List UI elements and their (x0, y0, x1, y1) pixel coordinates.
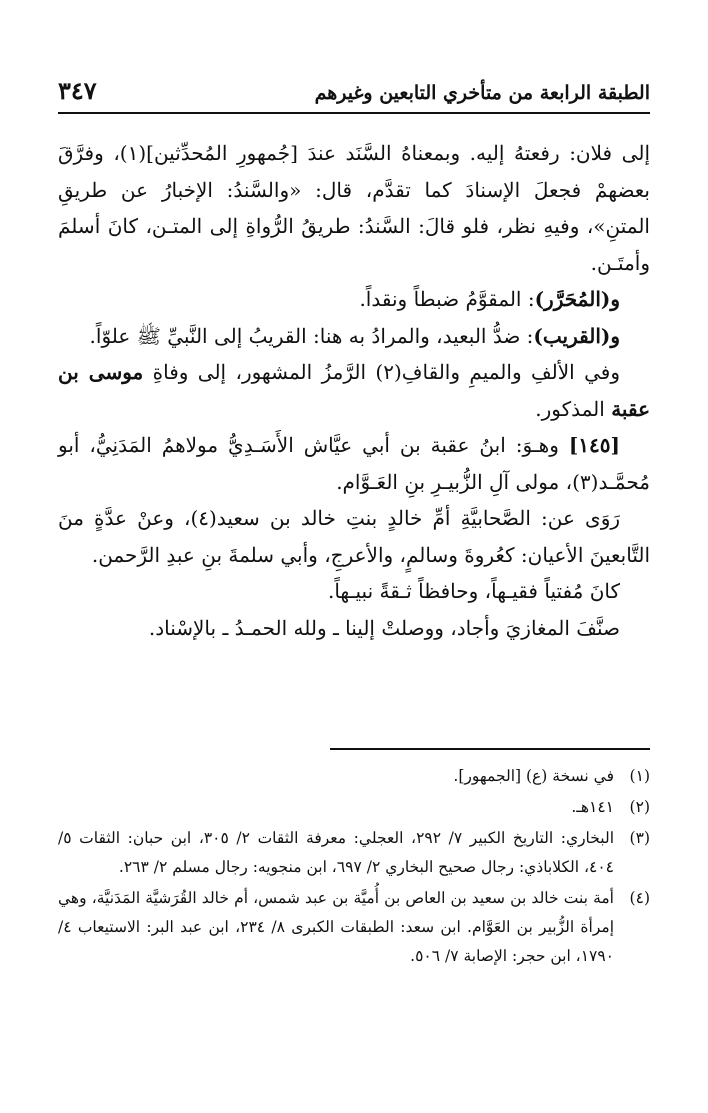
term-heading: و(القريب) (533, 323, 620, 348)
footnote-text: أمة بنت خالد بن سعيد بن العاص بن أُميَّة بن عبد شمس، أم خالد القُرَشيَّة المَدَنيَّة، وهي إمرأة الزُّبير بن العَوَّام. ابن سعد: الطبقات الكبرى ٨/ ٢٣٤، ابن عبد البر: الاستيعاب ٤/ ١٧٩٠، ابن حجر: الإصابة ٧/ ٥٠٦. (58, 889, 615, 965)
main-text (58, 135, 650, 646)
footnotes (58, 762, 650, 973)
footnote-number: (٣) (629, 829, 650, 847)
footnote (58, 793, 650, 822)
footnote-number: (١) (629, 767, 650, 785)
paragraph (58, 354, 650, 427)
entry-number: [١٤٥] (568, 433, 620, 457)
term-heading: و(المُحَرَّر) (534, 287, 620, 311)
paragraph (58, 427, 650, 500)
paragraph-text: رَوَى عن: الصَّحابيَّةِ أمِّ خالدٍ بنتِ خالد بن سعيد(٤)، وعنْ عدَّةٍ منَ التَّابعينَ الأعيان: كعُروةَ وسالمٍ، والأعرجِ، وأبي سلمةَ بنِ عبدِ الرَّحمن. (58, 506, 650, 567)
footnote (58, 762, 650, 791)
paragraph (58, 573, 650, 610)
footnote-number: (٢) (629, 798, 650, 816)
person-name: موسى بن عقبة (58, 360, 650, 421)
footnote (58, 824, 650, 882)
paragraph (58, 610, 650, 647)
footnote-divider (330, 748, 650, 750)
paragraph-text: وهـوَ: ابنُ عقبة بن أبي عيَّاش الأَسَـدِيُّ مولاهمُ المَدَنِيُّ، أبو مُحمَّـد(٣)، مولى آلِ الزُّبيـرِ بنِ العَـوَّام. (58, 433, 650, 494)
paragraph-tail: المذكور. (535, 396, 612, 421)
paragraph (58, 318, 650, 355)
paragraph-text: : ضدُّ البعيد، والمرادُ به هنا: القريبُ إلى النَّبيِّ ﷺ علوّاً. (89, 323, 534, 348)
page-number: ٣٤٧ (58, 76, 97, 105)
paragraph-text: إلى فلان: رفعتهُ إليه. وبمعناهُ السَّنَد عندَ [جُمهورِ المُحدِّثين](١)، وفرَّقَ بعضهمْ فجعلَ الإسنادَ كما تقدَّم، قال: «والسَّندُ: الإخبارُ عن طريقِ المتنِ»، وفيهِ نظر، فلو قالَ: السَّندُ: طريقُ الرُّواةِ إلى المتـن، كانَ أسلمَ وأمتَـن. (58, 141, 650, 275)
running-header (58, 68, 650, 114)
paragraph-text: صنَّفَ المغازيَ وأجاد، ووصلتْ إلينا ـ ولله الحمـدُ ـ بالإسْناد. (148, 615, 620, 640)
paragraph (58, 500, 650, 573)
running-title: الطبقة الرابعة من متأخري التابعين وغيرهم (314, 82, 650, 104)
paragraph (58, 281, 650, 318)
footnote-text: ١٤١هـ. (571, 798, 614, 816)
footnote-text: البخاري: التاريخ الكبير ٧/ ٢٩٢، العجلي: معرفة الثقات ٢/ ٣٠٥، ابن حبان: الثقات ٥/ ٤٠٤، الكلاباذي: رجال صحيح البخاري ٢/ ٦٩٧، ابن منجويه: رجال مسلم ٢/ ٢٦٣. (58, 829, 614, 876)
footnote-number: (٤) (629, 889, 650, 907)
footnote (58, 884, 650, 971)
paragraph (58, 135, 650, 281)
footnote-text: في نسخة (ع) [الجمهور]. (453, 767, 614, 785)
paragraph-text: : المقوَّمُ ضبطاً ونقداً. (359, 287, 535, 311)
paragraph-text: وفي الألفِ والميمِ والقافِ(٢) الرَّمزُ المشهور، إلى وفاةِ (143, 360, 620, 384)
paragraph-text: كانَ مُفتياً فقيـهاً، وحافظاً ثـقةً نبيـهاً. (327, 579, 620, 603)
